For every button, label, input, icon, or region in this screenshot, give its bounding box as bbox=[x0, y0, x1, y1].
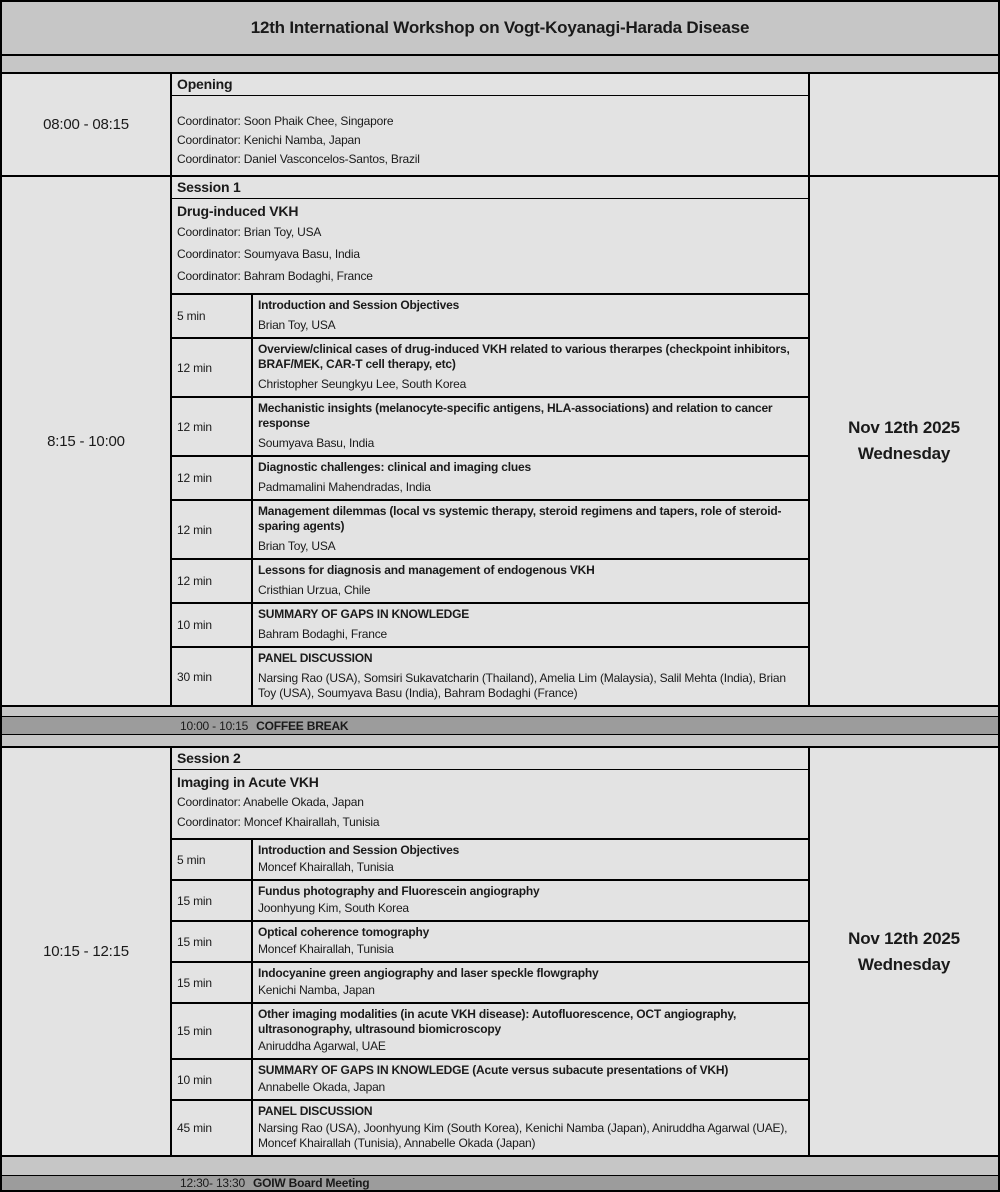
coffee-break-label: COFFEE BREAK bbox=[256, 718, 349, 733]
slot-duration: 15 min bbox=[172, 963, 253, 1002]
agenda-row bbox=[172, 963, 808, 1004]
weekday-line: Wednesday bbox=[857, 954, 951, 974]
slot-speaker: Brian Toy, USA bbox=[258, 318, 336, 332]
coffee-break-banner bbox=[2, 717, 998, 735]
slot-duration: 15 min bbox=[172, 922, 253, 961]
slot-duration: 12 min bbox=[172, 339, 253, 396]
agenda-row bbox=[172, 295, 808, 339]
time-range-cell: 8:15 - 10:00 bbox=[2, 177, 172, 705]
slot-speaker: Soumyava Basu, India bbox=[258, 436, 375, 450]
slot-speaker: Joonhyung Kim, South Korea bbox=[258, 901, 409, 915]
slot-duration: 10 min bbox=[172, 604, 253, 646]
coordinator-line: Coordinator: Anabelle Okada, Japan bbox=[177, 795, 364, 809]
slot-speaker: Padmamalini Mahendradas, India bbox=[258, 480, 431, 494]
slot-title: Management dilemmas (local vs systemic therapy, steroid regimens and tapers, role of steroid-sparing agents) bbox=[258, 504, 782, 533]
coordinator-line: Coordinator: Moncef Khairallah, Tunisia bbox=[177, 815, 380, 829]
slot-duration: 12 min bbox=[172, 398, 253, 455]
agenda-row bbox=[172, 604, 808, 648]
divider-band bbox=[2, 735, 998, 748]
slot-title: Fundus photography and Fluorescein angiography bbox=[258, 884, 540, 898]
slot-title: PANEL DISCUSSION bbox=[258, 651, 373, 665]
slot-title: PANEL DISCUSSION bbox=[258, 1104, 373, 1118]
coffee-break-time: 10:00 - 10:15 bbox=[180, 718, 249, 733]
agenda-row bbox=[172, 1060, 808, 1101]
slot-duration: 15 min bbox=[172, 881, 253, 920]
slot-title: Optical coherence tomography bbox=[258, 925, 430, 939]
slot-duration: 15 min bbox=[172, 1004, 253, 1058]
slot-speaker: Kenichi Namba, Japan bbox=[258, 983, 375, 997]
session1-intro bbox=[172, 199, 808, 295]
slot-title: SUMMARY OF GAPS IN KNOWLEDGE bbox=[258, 607, 470, 621]
coordinator-line: Coordinator: Soumyava Basu, India bbox=[177, 247, 360, 261]
slot-speaker: Christopher Seungkyu Lee, South Korea bbox=[258, 377, 467, 391]
session1-block bbox=[2, 177, 998, 705]
board-meeting-banner bbox=[2, 1176, 998, 1190]
header-band bbox=[2, 56, 998, 74]
coordinator-line: Coordinator: Bahram Bodaghi, France bbox=[177, 269, 373, 283]
coordinator-line: Coordinator: Soon Phaik Chee, Singapore bbox=[177, 114, 394, 128]
slot-speaker: Bahram Bodaghi, France bbox=[258, 627, 388, 641]
slot-speaker: Moncef Khairallah, Tunisia bbox=[258, 860, 394, 874]
session-title: Imaging in Acute VKH bbox=[177, 774, 319, 790]
coordinator-line: Coordinator: Kenichi Namba, Japan bbox=[177, 133, 361, 147]
slot-duration: 30 min bbox=[172, 648, 253, 705]
slot-title: Indocyanine green angiography and laser speckle flowgraphy bbox=[258, 966, 599, 980]
slot-speaker: Brian Toy, USA bbox=[258, 539, 336, 553]
session2-intro bbox=[172, 770, 808, 840]
slot-title: Other imaging modalities (in acute VKH disease): Autofluorescence, OCT angiography, ultrasonography, ultrasound biomicroscopy bbox=[258, 1007, 737, 1036]
coordinator-line: Coordinator: Brian Toy, USA bbox=[177, 225, 322, 239]
weekday-line: Wednesday bbox=[857, 444, 951, 463]
slot-speaker: Narsing Rao (USA), Joonhyung Kim (South Korea), Kenichi Namba (Japan), Aniruddha Agarwal (UAE), Moncef Khairallah (Tunisia), Annabelle Okada (Japan) bbox=[258, 1121, 788, 1150]
agenda-row bbox=[172, 501, 808, 560]
date-cell bbox=[808, 177, 998, 705]
date-cell bbox=[808, 748, 998, 1155]
coordinator-line: Coordinator: Daniel Vasconcelos-Santos, Brazil bbox=[177, 152, 420, 166]
section-header-opening: Opening bbox=[172, 74, 808, 96]
time-range-cell: 08:00 - 08:15 bbox=[2, 74, 172, 175]
opening-block bbox=[2, 74, 998, 177]
agenda-row bbox=[172, 339, 808, 398]
date-line: Nov 12th 2025 bbox=[848, 928, 960, 948]
agenda-row bbox=[172, 840, 808, 881]
section-header-session1: Session 1 bbox=[172, 177, 808, 199]
slot-speaker: Annabelle Okada, Japan bbox=[258, 1080, 386, 1094]
agenda-row bbox=[172, 1004, 808, 1060]
board-meeting-time: 12:30- 13:30 bbox=[180, 1176, 245, 1190]
agenda-row bbox=[172, 1101, 808, 1155]
time-range-cell: 10:15 - 12:15 bbox=[2, 748, 172, 1155]
slot-title: Overview/clinical cases of drug-induced VKH related to various therarpes (checkpoint inhibitors, BRAF/MEK, CAR-T cell therapy, etc) bbox=[258, 342, 790, 371]
slot-speaker: Aniruddha Agarwal, UAE bbox=[258, 1039, 386, 1053]
slot-duration: 12 min bbox=[172, 501, 253, 558]
divider-band bbox=[2, 705, 998, 717]
slot-speaker: Narsing Rao (USA), Somsiri Sukavatcharin (Thailand), Amelia Lim (Malaysia), Salil Mehta (India), Brian Toy (USA), Soumyava Basu (India), Bahram Bodaghi (France) bbox=[258, 671, 786, 700]
agenda-row bbox=[172, 881, 808, 922]
section-header-session2: Session 2 bbox=[172, 748, 808, 770]
agenda-row bbox=[172, 560, 808, 604]
slot-title: Introduction and Session Objectives bbox=[258, 843, 460, 857]
slot-title: Mechanistic insights (melanocyte-specific antigens, HLA-associations) and relation to cancer response bbox=[258, 401, 773, 430]
slot-title: Introduction and Session Objectives bbox=[258, 298, 460, 312]
slot-duration: 12 min bbox=[172, 457, 253, 499]
slot-title: Lessons for diagnosis and management of endogenous VKH bbox=[258, 563, 595, 577]
session-title: Drug-induced VKH bbox=[177, 203, 299, 219]
opening-coordinators bbox=[172, 96, 808, 175]
slot-duration: 12 min bbox=[172, 560, 253, 602]
date-cell-empty bbox=[808, 74, 998, 175]
slot-title: SUMMARY OF GAPS IN KNOWLEDGE (Acute versus subacute presentations of VKH) bbox=[258, 1063, 729, 1077]
slot-title: Diagnostic challenges: clinical and imaging clues bbox=[258, 460, 531, 474]
page-title: 12th International Workshop on Vogt-Koyanagi-Harada Disease bbox=[250, 18, 750, 37]
slot-duration: 10 min bbox=[172, 1060, 253, 1099]
board-meeting-label: GOIW Board Meeting bbox=[253, 1176, 370, 1190]
agenda-row bbox=[172, 398, 808, 457]
slot-speaker: Moncef Khairallah, Tunisia bbox=[258, 942, 394, 956]
slot-duration: 5 min bbox=[172, 840, 253, 879]
slot-speaker: Cristhian Urzua, Chile bbox=[258, 583, 371, 597]
agenda-row bbox=[172, 922, 808, 963]
agenda-row bbox=[172, 457, 808, 501]
session2-block bbox=[2, 748, 998, 1157]
slot-duration: 45 min bbox=[172, 1101, 253, 1155]
agenda-row bbox=[172, 648, 808, 705]
title-bar bbox=[2, 2, 998, 56]
date-line: Nov 12th 2025 bbox=[848, 418, 960, 437]
slot-duration: 5 min bbox=[172, 295, 253, 337]
